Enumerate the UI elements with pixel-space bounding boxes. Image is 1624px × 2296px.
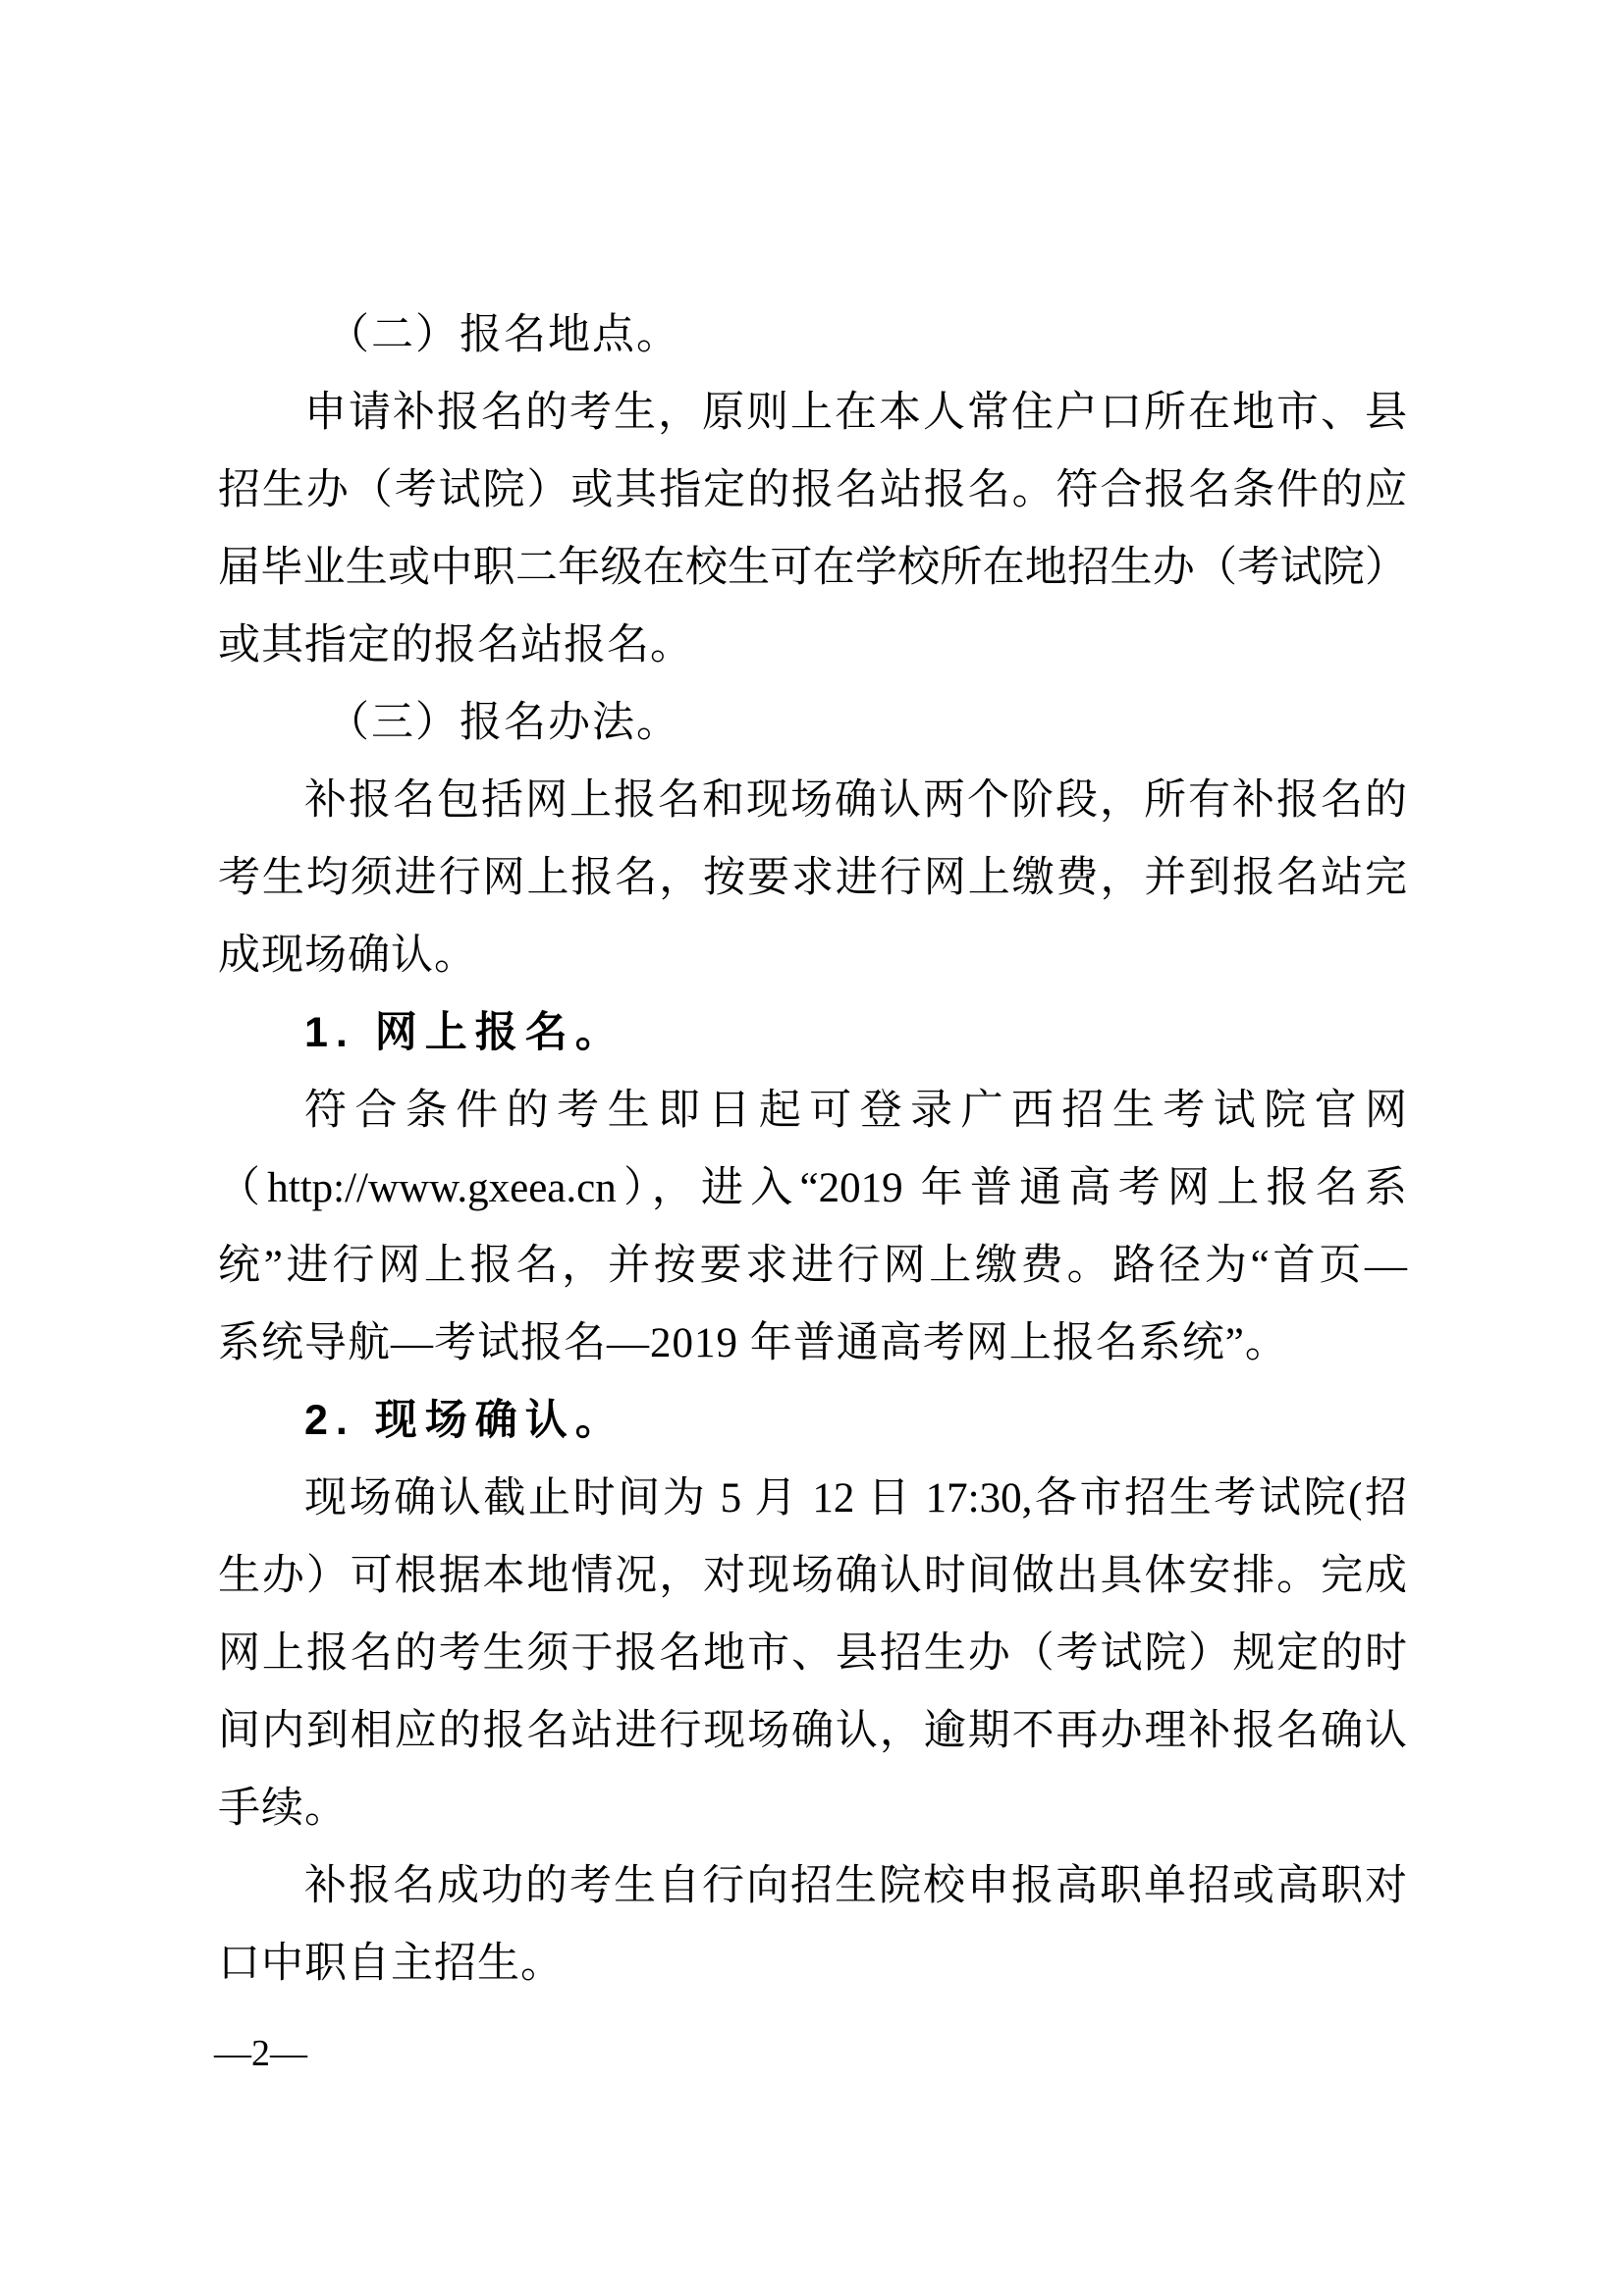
document-line: 1. 网上报名。 (304, 1009, 625, 1056)
page-number: —2— (214, 2033, 307, 2074)
document-line: 2. 现场确认。 (304, 1397, 625, 1444)
document-line: 生办）可根据本地情况，对现场确认时间做出具体安排。完成 (218, 1553, 1407, 1599)
document-line: 口中职自主招生。 (218, 1941, 564, 1987)
document-line: 符合条件的考生即日起可登录广西招生考试院官网 (304, 1088, 1407, 1134)
document-line: 统”进行网上报名，并按要求进行网上缴费。路径为“首页— (218, 1243, 1407, 1289)
document-line: （三）报名办法。 (327, 700, 680, 746)
text-block (218, 296, 1407, 2002)
document-line: 申请补报名的考生，原则上在本人常住户口所在地市、县 (304, 390, 1407, 436)
document-line: （二）报名地点。 (327, 312, 680, 358)
document-line: 成现场确认。 (218, 933, 477, 979)
document-line: 考生均须进行网上报名，按要求进行网上缴费，并到报名站完 (218, 855, 1407, 901)
document-line: 或其指定的报名站报名。 (218, 622, 693, 668)
document-line: 网上报名的考生须于报名地市、县招生办（考试院）规定的时 (218, 1630, 1407, 1677)
document-line: 手续。 (218, 1786, 348, 1832)
document-line: 补报名包括网上报名和现场确认两个阶段，所有补报名的 (304, 777, 1407, 824)
document-line: 补报名成功的考生自行向招生院校申报高职单招或高职对 (304, 1863, 1407, 1909)
document-line: 现场确认截止时间为 5 月 12 日 17:30,各市招生考试院(招 (304, 1475, 1407, 1522)
document-line: （http://www.gxeea.cn），进入“2019 年普通高考网上报名系 (218, 1165, 1407, 1211)
document-line: 间内到相应的报名站进行现场确认，逾期不再办理补报名确认 (218, 1708, 1407, 1754)
document-line: 系统导航—考试报名—2019 年普通高考网上报名系统”。 (218, 1320, 1288, 1366)
document-line: 招生办（考试院）或其指定的报名站报名。符合报名条件的应 (218, 467, 1407, 513)
document-line: 届毕业生或中职二年级在校生可在学校所在地招生办（考试院） (218, 545, 1407, 591)
